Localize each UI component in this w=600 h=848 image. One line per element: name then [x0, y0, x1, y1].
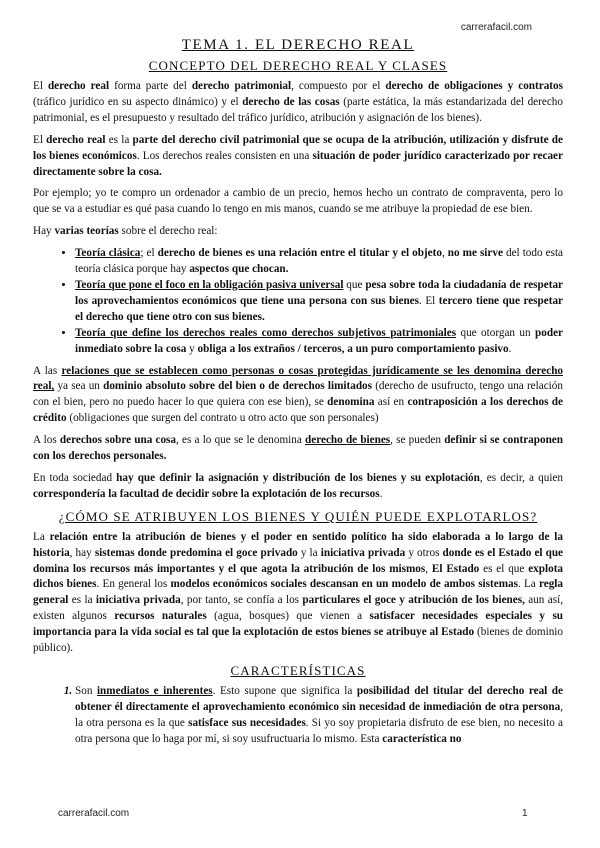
- section-heading-attribution: ¿CÓMO SE ATRIBUYEN LOS BIENES Y QUIÉN PUEDE EXPLOTARLOS?: [58, 508, 538, 524]
- page-number: 1: [522, 808, 528, 819]
- document-body: [33, 36, 563, 748]
- footer-site: carrerafacil.com: [58, 808, 130, 819]
- header-site: carrerafacil.com: [460, 22, 532, 33]
- section-heading-concept: CONCEPTO DEL DERECHO REAL Y CLASES: [148, 58, 448, 73]
- paragraph: Hay varias teorías sobre el derecho real:: [33, 225, 218, 238]
- paragraph: A los derechos sobre una cosa, es a lo que se le denomina derecho de bienes, se pueden definir si se contraponen con los derechos personales.: [33, 434, 563, 463]
- paragraph: A las relaciones que se establecen como personas o cosas protegidas jurídicamente se les denomina derecho real, ya sea un dominio absoluto sobre del bien o de derechos limitados (derecho de usufructo, tengo una relación con el bien, pero no puedo hacer lo que quiera con ese bien), se denomina así en contraposición a los derechos de crédito (obligaciones que surgen del contrato u otro acto que son personales): [33, 364, 564, 425]
- paragraph: El derecho real forma parte del derecho patrimonial, compuesto por el derecho de obligaciones y contratos (tráfico jurídico en su aspecto dinámico) y el derecho de las cosas (parte estática, la más estandarizada del derecho patrimonial, es el presupuesto y resultado del tráfico jurídico, atribución y asignación de los bienes).: [33, 80, 563, 124]
- list-item: • Teoría que define los derechos reales como derechos subjetivos patrimoniales que otorgan un poder inmediato sobre la cosa y obliga a los extraños / terceros, a un puro comportamiento pasivo.: [75, 326, 563, 358]
- paragraph: Por ejemplo; yo te compro un ordenador a cambio de un precio, hemos hecho un contrato de compraventa, pero lo que se va a estudiar es qué pasa cuando lo tengo en mis manos, cuando se me atribuye la propiedad de ese bien.: [33, 187, 563, 216]
- theories-list: [33, 246, 563, 357]
- paragraph: La relación entre la atribución de bienes y el poder en sentido político ha sido elaborada a lo largo de la historia, hay sistemas donde predomina el goce privado y la iniciativa privada y otros donde es el Estado el que domina los recursos más importantes y el que agota la atribución de los mismos, El Estado es el que explota dichos bienes. En general los modelos económicos sociales descansan en un modelo de ambos sistemas. La regla general es la iniciativa privada, por tanto, se confía a los particulares el goce y atribución de los bienes, aun así, existen algunos recursos naturales (agua, bosques) que vienen a satisfacer necesidades especiales y su importancia para la vida social es tal que la explotación de estos bienes se atribuye al Estado (bienes de dominio público).: [33, 530, 564, 655]
- paragraph: El derecho real es la parte del derecho civil patrimonial que se ocupa de la atribución, utilización y disfrute de los bienes económicos. Los derechos reales consisten en una situación de poder jurídico caracterizado por recaer directamente sobre la cosa.: [33, 133, 563, 178]
- list-item: 1. Son inmediatos e inherentes. Esto supone que significa la posibilidad del titular del derecho real de obtener él directamente el aprovechamiento económico sin necesidad de inmediación de otra persona, la otra persona es la que satisface sus necesidades. Si yo soy propietaria disfruto de ese bien, no necesito a otra persona que lo haga por mí, si soy usufructuaria lo mismo. Esta característica no: [75, 684, 563, 748]
- paragraph: En toda sociedad hay que definir la asignación y distribución de los bienes y su explotación, es decir, a quien correspondería la facultad de decidir sobre la explotación de los recursos.: [33, 471, 563, 500]
- page-title: TEMA 1. EL DERECHO REAL: [181, 37, 415, 53]
- section-heading-characteristics: CARACTERÍSTICAS: [230, 663, 366, 678]
- characteristics-list: [33, 684, 563, 748]
- list-item: • Teoría que pone el foco en la obligación pasiva universal que pesa sobre toda la ciudadanía de respetar los aprovechamientos económicos que tiene una persona con sus bienes. El tercero tiene que respetar el derecho que tiene otro con sus bienes.: [75, 278, 563, 326]
- list-item: • Teoría clásica; el derecho de bienes es una relación entre el titular y el objeto, no me sirve del todo esta teoría clásica porque hay aspectos que chocan.: [75, 246, 563, 278]
